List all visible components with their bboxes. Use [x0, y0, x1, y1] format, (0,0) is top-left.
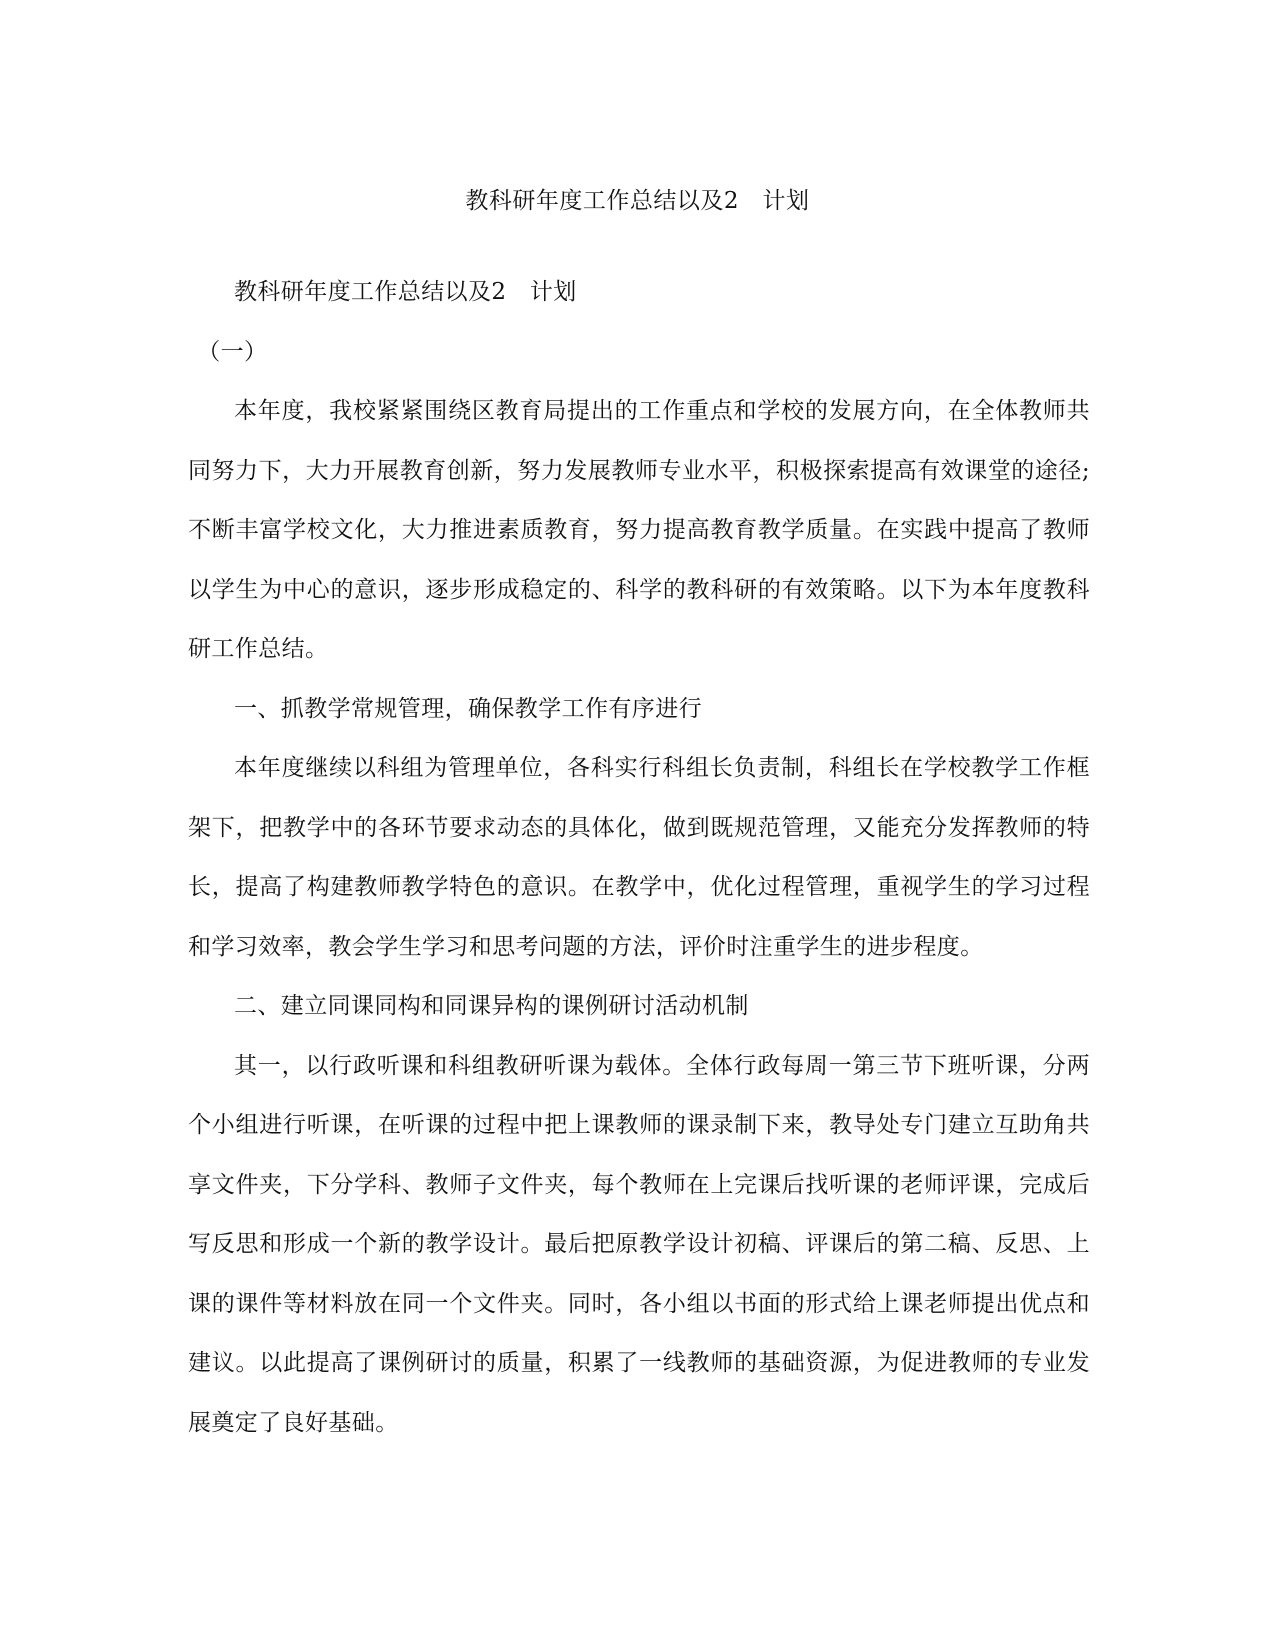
subtitle-paragraph: 教科研年度工作总结以及2 计划 — [234, 279, 577, 305]
section-heading-2: 二、建立同课同构和同课异构的课例研讨活动机制 — [234, 993, 749, 1019]
document-body — [188, 263, 1090, 1453]
section-2-paragraph: 其一，以行政听课和科组教研听课为载体。全体行政每周一第三节下班听课，分两个小组进行听课，在听课的过程中把上课教师的课录制下来，教导处专门建立互助角共享文件夹，下分学科、教师子文件夹，每个教师在上完课后找听课的老师评课，完成后写反思和形成一个新的教学设计。最后把原教学设计初稿、评课后的第二稿、反思、上课的课件等材料放在同一个文件夹。同时，各小组以书面的形式给上课老师提出优点和建议。以此提高了课例研讨的质量，积累了一线教师的基础资源，为促进教师的专业发展奠定了良好基础。 — [188, 1052, 1090, 1436]
section-heading-1: 一、抓教学常规管理，确保教学工作有序进行 — [234, 695, 702, 722]
intro-paragraph: 本年度，我校紧紧围绕区教育局提出的工作重点和学校的发展方向，在全体教师共同努力下，大力开展教育创新，努力发展教师专业水平，积极探索提高有效课堂的途径;不断丰富学校文化，大力推进素质教育，努力提高教育教学质量。在实践中提高了教师以学生为中心的意识，逐步形成稳定的、科学的教科研的有效策略。以下为本年度教科研工作总结。 — [188, 398, 1090, 662]
section-number: （一） — [197, 338, 268, 365]
section-1-paragraph: 本年度继续以科组为管理单位，各科实行科组长负责制，科组长在学校教学工作框架下，把教学中的各环节要求动态的具体化，做到既规范管理，又能充分发挥教师的特长，提高了构建教师教学特色的意识。在教学中，优化过程管理，重视学生的学习过程和学习效率，教会学生学习和思考问题的方法，评价时注重学生的进步程度。 — [188, 755, 1090, 960]
document-title: 教科研年度工作总结以及2 计划 — [465, 188, 810, 214]
